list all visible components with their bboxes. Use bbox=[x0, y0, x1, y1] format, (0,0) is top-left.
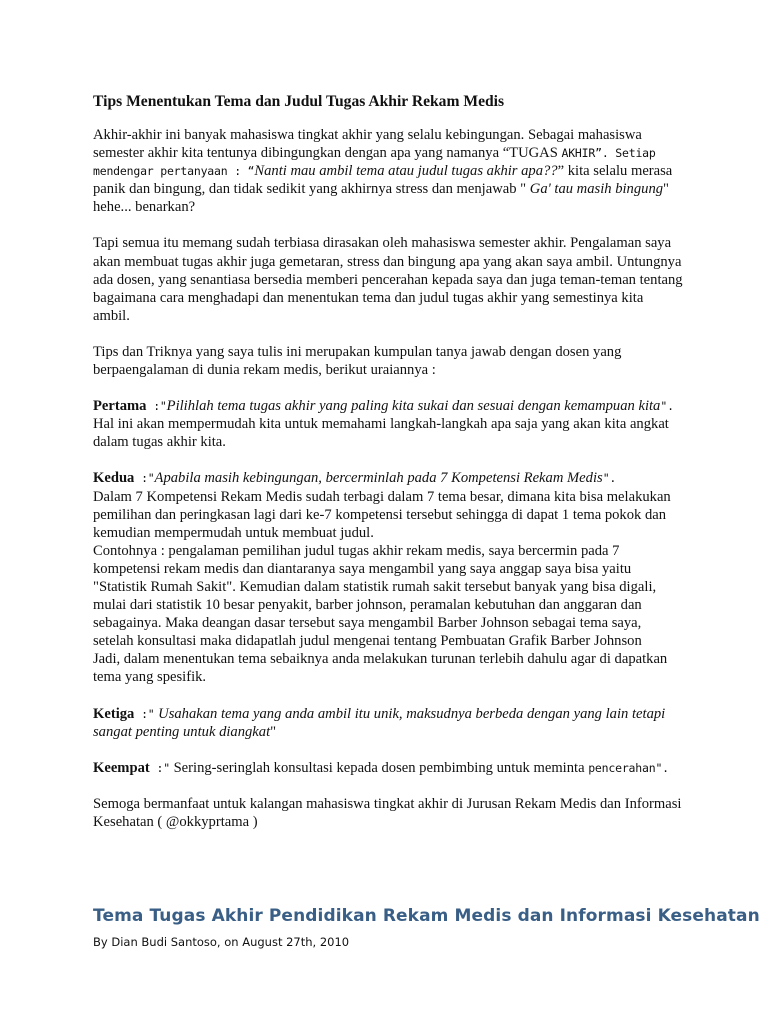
article-title: Tips Menentukan Tema dan Judul Tugas Akhir Rekam Medis bbox=[93, 93, 505, 110]
tip-kedua-line-1: Dalam 7 Kompetensi Rekam Medis sudah terbagi dalam 7 tema besar, dimana kita bisa melakukan pemilihan dan peringkasan lagi dari ke-7 kompetensi tersebut sehingga di dapat 1 tema pokok dan kemudian mempermudah untuk membuat judul. bbox=[93, 488, 671, 541]
tip-kedua bbox=[93, 469, 683, 686]
intro-paragraph bbox=[93, 126, 683, 216]
tip-ketiga bbox=[93, 705, 683, 741]
tip-keempat-end: pencerahan". bbox=[588, 760, 669, 775]
tip-kedua-quote: Apabila masih kebingungan, bercerminlah pada 7 Kompetensi Rekam Medis bbox=[154, 470, 603, 487]
tip-kedua-line-3: Jadi, dalam menentukan tema sebaiknya anda melakukan turunan terlebih dahulu agar di dapatkan tema yang spesifik. bbox=[93, 651, 668, 686]
tip-pertama-quote: Pilihlah tema tugas akhir yang paling kita sukai dan sesuai dengan kemampuan kita bbox=[166, 398, 661, 415]
intro-text-a: Akhir-akhir ini banyak mahasiswa tingkat akhir yang selalu kebingungan. Sebagai mahasiswa semester akhir kita tentunya dibingungkan dengan apa yang namanya “TUGAS bbox=[93, 127, 642, 162]
tip-keempat bbox=[93, 759, 683, 777]
tip-keempat-label: Keempat bbox=[93, 759, 150, 776]
intro-text-b: AKHIR”. Setiap mendengar pertanyaan : “ bbox=[93, 146, 656, 179]
tips-intro-paragraph: Tips dan Triknya yang saya tulis ini merupakan kumpulan tanya jawab dengan dosen yang berpaengalaman di dunia rekam medis, berikut uraiannya : bbox=[93, 343, 622, 379]
tip-keempat-sep: :" bbox=[149, 760, 170, 775]
tip-ketiga-label: Ketiga bbox=[93, 705, 135, 722]
tip-kedua-end: ". bbox=[602, 471, 617, 486]
tip-ketiga-end: " bbox=[270, 723, 277, 740]
tip-kedua-label: Kedua bbox=[93, 470, 135, 487]
post-byline: By Dian Budi Santoso, on August 27th, 2010 bbox=[93, 935, 350, 949]
context-paragraph: Tapi semua itu memang sudah terbiasa dirasakan oleh mahasiswa semester akhir. Pengalaman saya akan membuat tugas akhir juga gemetaran, stress dan bingung apa yang akan saya ambil. Untungnya ada dosen, yang senantiasa bersedia memberi pencerahan kepada saya dan juga teman-teman tentang bagaimana cara menghadapi dan menentukan tema dan judul tugas akhir yang semestinya kita ambil. bbox=[93, 235, 683, 324]
tip-pertama-sep: :" bbox=[146, 399, 167, 414]
tip-kedua-sep: :" bbox=[134, 471, 155, 486]
tip-pertama bbox=[93, 397, 683, 451]
tip-pertama-end: ". bbox=[660, 399, 674, 414]
tip-pertama-label: Pertama bbox=[93, 398, 147, 415]
article bbox=[93, 92, 683, 849]
intro-text-e: kita selalu merasa panik dan bingung, dan tidak sedikit yang akhirnya stress dan menjawab " bbox=[93, 163, 673, 198]
tip-ketiga-sep: :" bbox=[134, 706, 155, 721]
tip-ketiga-quote: Usahakan tema yang anda ambil itu unik, maksudnya berbeda dengan yang lain tetapi sangat penting untuk diangkat bbox=[93, 705, 666, 740]
post-title-link[interactable]: Tema Tugas Akhir Pendidikan Rekam Medis dan Informasi Kesehatan bbox=[93, 906, 760, 926]
intro-text-g: " hehe... benarkan? bbox=[93, 181, 670, 216]
intro-quote-question: Nanti mau ambil tema atau judul tugas akhir apa?? bbox=[254, 163, 558, 180]
tip-pertama-body: Hal ini akan mempermudah kita untuk memahami langkah-langkah apa saja yang akan kita angkat dalam tugas akhir kita. bbox=[93, 416, 669, 451]
tip-kedua-line-2: Contohnya : pengalaman pemilihan judul tugas akhir rekam medis, saya bercermin pada 7 kompetensi rekam medis dan diantaranya saya mengambil yang saya anggap saya bisa yaitu "Statistik Rumah Sakit". Kemudian dalam statistik rumah sakit tersebut banyak yang bisa digali, mulai dari statistik 10 besar penyakit, barber johnson, peramalan kebutuhan dan anggaran dan sebagainya. Maka deangan dasar tersebut saya mengambil Barber Johnson sebagai tema saya, setelah konsultasi maka didapatlah judul mengenai tentang Pembuatan Grafik Barber Johnson bbox=[93, 542, 657, 650]
closing-paragraph: Semoga bermanfaat untuk kalangan mahasiswa tingkat akhir di Jurusan Rekam Medis dan Informasi Kesehatan ( @okkyprtama ) bbox=[93, 795, 682, 830]
tip-keempat-text: Sering-seringlah konsultasi kepada dosen pembimbing untuk meminta bbox=[169, 759, 589, 776]
intro-quote-answer: Ga' tau masih bingung bbox=[529, 181, 664, 198]
intro-text-d: ” bbox=[557, 163, 565, 180]
